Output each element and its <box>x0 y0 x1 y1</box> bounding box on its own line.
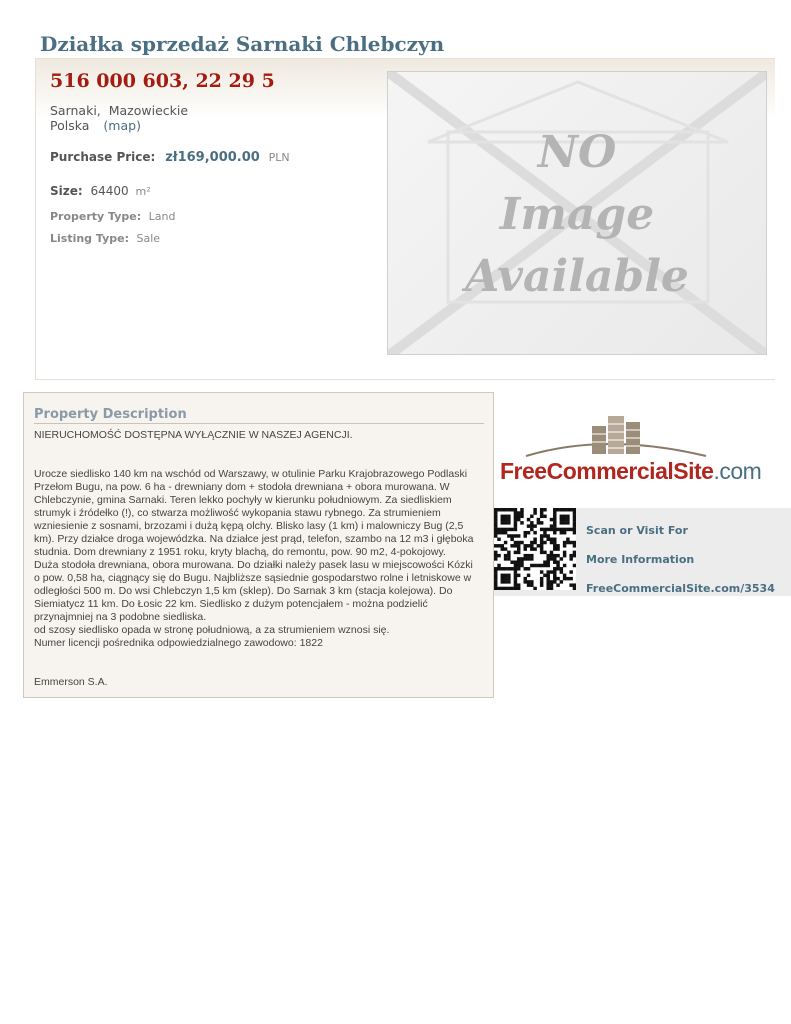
property-description-box <box>23 392 494 698</box>
property-photo-placeholder <box>387 71 767 355</box>
qr-panel <box>494 508 791 596</box>
address-country: Polska <box>50 118 90 133</box>
property-type-value: Land <box>148 210 176 223</box>
page-title: Działka sprzedaż Sarnaki Chlebczyn <box>40 32 445 56</box>
description-text: NIERUCHOMOŚĆ DOSTĘPNA WYŁĄCZNIE W NASZEJ AGENCJI. Urocze siedlisko 140 km na wschód od Warszawy, w otulinie Parku Krajobrazowego Podlaski Przełom Bugu, na pow. 6 ha - drewniany dom + stodoła drewniana + obora murowana. W Chlebczynie, gmina Sarnaki. Teren lekko pochyły w kierunku południowym. Za siedliskiem strumyk i źródełko (!), co stwarza możliwość wykopania stawu rybnego. Za strumieniem wzniesienie z sosnami, brzozami i dużą kępą olchy. Blisko lasy (1 km) i malowniczy Bug (2,5 km). Przy działce droga wojewódzka. Na działce jest prąd, telefon, szambo na 12 m3 i głęboka studnia. Dom drewniany z 1951 roku, kryty blachą, do remontu, pow. 90 m2, 4-pokojowy. Duża stodoła drewniana, obora murowana. Do działki należy pasek lasu w miejscowości Kózki o pow. 0,58 ha, ciągnący się do Bugu. Najbliższe sąsiednie gospodarstwo rolne i letniskowe w odległości 500 m. Do wsi Chlebczyn 1,5 km (sklep). Do Sarnak 3 km (stacja kolejowa). Do Siemiatycz 11 km. Do Łosic 22 km. Siedlisko z dużym potencjałem - można podzielić przynajmniej na 3 podobne siedliska. od szosy siedlisko opada w stronę południową, a za strumieniem wznosi się. Numer licencji pośrednika odpowiedzialnego zawodowo: 1822 Emmerson S.A. <box>34 429 474 688</box>
qr-text-line1: Scan or Visit For <box>586 524 688 537</box>
map-link-label[interactable]: map <box>108 118 137 133</box>
listing-type <box>50 232 160 245</box>
address <box>50 103 188 133</box>
building-logo-icon <box>496 412 736 462</box>
price-value: zł169,000.00 <box>165 150 260 165</box>
size-label: Size: <box>50 184 83 198</box>
map-link[interactable]: (map) <box>103 118 141 133</box>
no-image-line1: NO <box>537 127 617 178</box>
site-logo[interactable] <box>496 412 762 492</box>
qr-text-line2: More Information <box>586 553 695 566</box>
address-region: Mazowieckie <box>108 103 189 118</box>
qr-link[interactable]: FreeCommercialSite.com/3534 <box>586 582 775 595</box>
qr-code[interactable] <box>494 508 576 590</box>
property-type <box>50 210 176 223</box>
purchase-price <box>50 150 290 165</box>
description-heading: Property Description <box>34 407 484 424</box>
no-image-line2: Image <box>499 189 655 240</box>
logo-name: FreeCommercialSite <box>500 458 714 484</box>
price-currency: PLN <box>268 151 290 164</box>
property-type-label: Property Type: <box>50 210 142 223</box>
contact-phone: 516 000 603, 22 29 5 <box>50 70 275 92</box>
address-city: Sarnaki, <box>50 103 101 118</box>
no-image-line3: Available <box>465 251 689 302</box>
price-label: Purchase Price: <box>50 150 156 164</box>
size-unit: m² <box>135 185 151 198</box>
size-value: 64400 <box>90 184 129 198</box>
logo-domain: .com <box>713 458 762 484</box>
listing-type-label: Listing Type: <box>50 232 129 245</box>
listing-type-value: Sale <box>136 232 161 245</box>
logo-text <box>500 458 761 485</box>
property-size <box>50 184 151 198</box>
